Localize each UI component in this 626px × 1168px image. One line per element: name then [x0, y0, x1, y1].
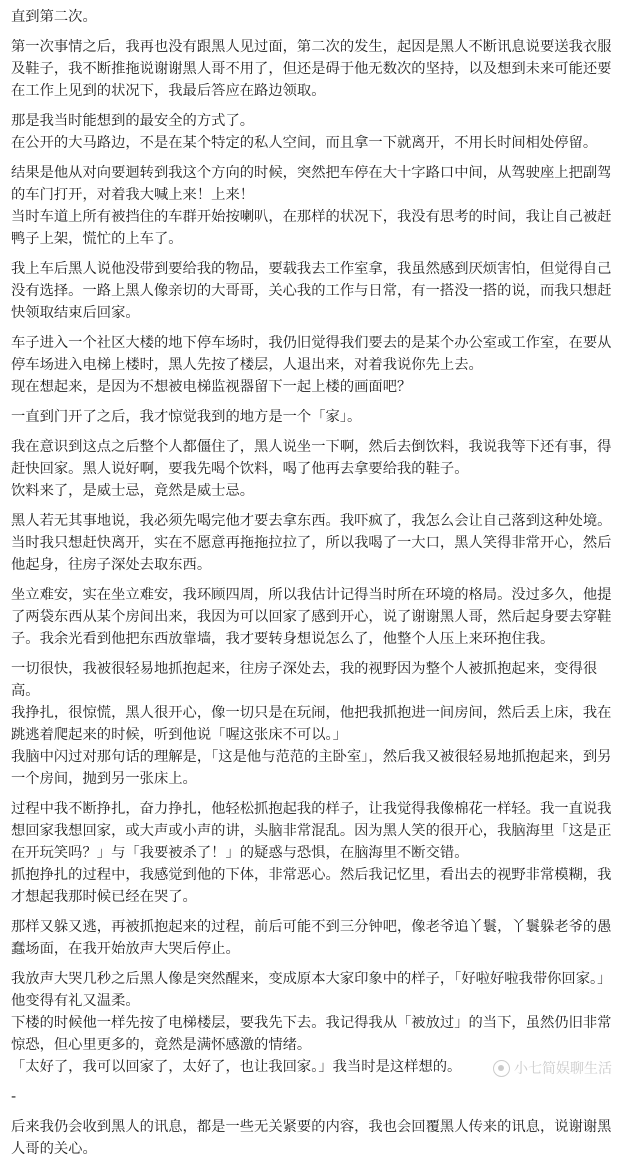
paragraph	[11, 406, 615, 428]
paragraph-line: 当时车道上所有被挡住的车群开始按喇叭，在那样的状况下，我没有思考的时间，我让自己被赶鸭子上架，慌忙的上车了。	[11, 209, 612, 247]
paragraph-line: 坐立难安，实在坐立难安，我环顾四周，所以我估计记得当时所在环境的格局。没过多久，他提了两袋东西从某个房间出来，我因为可以回家了感到开心，说了谢谢黑人哥，然后起身要去穿鞋子。我余光看到他把东西放靠墙，我才要转身想说怎么了，他整个人压上来环抱住我。	[11, 587, 612, 647]
paragraph-line: 下楼的时候他一样先按了电梯楼层，要我先下去。我记得我从「被放过」的当下，虽然仍旧非常惊恐，但心里更多的，竟然是满怀感激的情绪。	[11, 1015, 612, 1053]
paragraph-line: 车子进入一个社区大楼的地下停车场时，我仍旧觉得我们要去的是某个办公室或工作室，在要从停车场进入电梯上楼时，黑人先按了楼层，人退出来，对着我说你先上去。	[11, 335, 612, 373]
paragraph-line: 饮料来了，是威士忌，竟然是威士忌。	[11, 483, 255, 499]
paragraph-line: 在公开的大马路边，不是在某个特定的私人空间，而且拿一下就离开，不用长时间相处停留。	[11, 135, 598, 151]
paragraph	[11, 332, 615, 398]
paragraph-line: 直到第二次。	[11, 9, 97, 25]
watermark-text: 小七简娱聊生活	[514, 1061, 612, 1077]
paragraph-line: 我脑中闪过对那句话的理解是，「这是他与范范的主卧室」，然后我又被很轻易地抓抱起来，到另一个房间，抛到另一张床上。	[11, 749, 612, 787]
paragraph-line: 后来我仍会收到黑人的讯息，都是一些无关紧要的内容，我也会回覆黑人传来的讯息，说谢谢黑人哥的关心。	[11, 1119, 612, 1157]
paragraph-line: 我挣扎，很惊慌，黑人很开心，像一切只是在玩闹，他把我抓抱进一间房间，然后丢上床，我在跳逃着爬起来的时候，听到他说「喔这张床不可以。」	[11, 705, 612, 743]
paragraph	[11, 1086, 615, 1108]
article-body	[11, 6, 615, 1168]
paragraph-line: 一切很快，我被很轻易地抓抱起来，往房子深处去，我的视野因为整个人被抓抱起来，变得很高。	[11, 661, 598, 699]
channel-logo-icon	[493, 1060, 510, 1077]
paragraph-line: 黑人若无其事地说，我必须先喝完他才要去拿东西。我吓疯了，我怎么会让自己落到这种处境。当时我只想赶快离开，实在不愿意再拖拖拉拉了，所以我喝了一大口，黑人笑得非常开心，然后他起身，往房子深处去取东西。	[11, 513, 612, 573]
paragraph	[11, 510, 615, 576]
paragraph	[11, 584, 615, 650]
paragraph-line: 结果是他从对向要迴转到我这个方向的时候，突然把车停在大十字路口中间，从驾驶座上把副驾的车门打开，对着我大喊上来！上来！	[11, 165, 612, 203]
paragraph-line: 现在想起来，是因为不想被电梯监视器留下一起上楼的画面吧？	[11, 379, 412, 395]
paragraph-line: 第一次事情之后，我再也没有跟黑人见过面，第二次的发生，起因是黑人不断讯息说要送我衣服及鞋子，我不断推拖说谢谢黑人哥不用了，但还是碍于他无数次的坚持，以及想到未来可能还要在工作上见到的状况下，我最后答应在路边领取。	[11, 39, 612, 99]
paragraph	[11, 6, 615, 28]
paragraph	[11, 436, 615, 502]
paragraph-line: 过程中我不断挣扎，奋力挣扎，他轻松抓抱起我的样子，让我觉得我像棉花一样轻。我一直说我想回家我想回家，或大声或小声的讲，头脑非常混乱。因为黑人笑的很开心，我脑海里「这是正在开玩笑吗？」与「我要被杀了！」的疑惑与恐惧，在脑海里不断交错。	[11, 801, 612, 861]
paragraph-line: 一直到门开了之后，我才惊觉我到的地方是一个「家」。	[11, 409, 362, 425]
paragraph	[11, 916, 615, 960]
paragraph-line: 我放声大哭几秒之后黑人像是突然醒来，变成原本大家印象中的样子，「好啦好啦我带你回家。」他变得有礼又温柔。	[11, 971, 612, 1009]
paragraph-line: 那样又躲又逃，再被抓抱起来的过程，前后可能不到三分钟吧，像老爷追丫鬟，丫鬟躲老爷的愚蠢场面，在我开始放声大哭后停止。	[11, 919, 612, 957]
paragraph-line: 那是我当时能想到的最安全的方式了。	[11, 113, 255, 129]
paragraph-line: 我上车后黑人说他没带到要给我的物品，要载我去工作室拿，我虽然感到厌烦害怕，但觉得自己没有选择。一路上黑人像亲切的大哥哥，关心我的工作与日常，有一搭没一搭的说，而我只想赶快领取结束后回家。	[11, 261, 612, 321]
watermark	[493, 1058, 612, 1078]
paragraph	[11, 162, 615, 250]
paragraph-line: -	[11, 1089, 17, 1105]
paragraph	[11, 258, 615, 324]
paragraph-line: 抓抱挣扎的过程中，我感觉到他的下体，非常恶心。然后我记忆里，看出去的视野非常模糊，我才想起我那时候已经在哭了。	[11, 867, 612, 905]
paragraph	[11, 798, 615, 908]
paragraph	[11, 1116, 615, 1160]
paragraph-line: 我在意识到这点之后整个人都僵住了，黑人说坐一下啊，然后去倒饮料，我说我等下还有事，得赶快回家。黑人说好啊，要我先喝个饮料，喝了他再去拿要给我的鞋子。	[11, 439, 612, 477]
paragraph	[11, 36, 615, 102]
paragraph-line: 「太好了，我可以回家了，太好了，也让我回家。」我当时是这样想的。	[11, 1059, 462, 1075]
paragraph	[11, 110, 615, 154]
paragraph	[11, 658, 615, 790]
